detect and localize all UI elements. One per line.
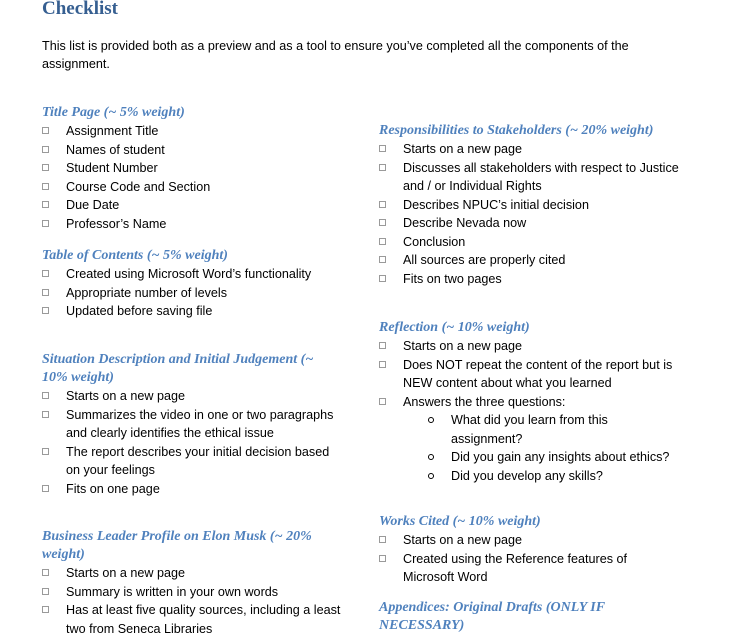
- section-heading: Title Page (~ 5% weight): [42, 105, 185, 120]
- checkbox-icon[interactable]: [42, 220, 49, 227]
- checkbox-icon[interactable]: [42, 127, 49, 134]
- checkbox-icon[interactable]: [42, 606, 49, 613]
- checkbox-icon[interactable]: [379, 536, 386, 543]
- section-heading: Table of Contents (~ 5% weight): [42, 248, 228, 263]
- section-reflection: [379, 319, 679, 485]
- checklist-item: Appropriate number of levels: [42, 284, 342, 303]
- checklist-item: Created using Microsoft Word’s functionality: [42, 265, 342, 284]
- checkbox-icon[interactable]: [42, 448, 49, 455]
- checkbox-icon[interactable]: [379, 256, 386, 263]
- checklist-item: Assignment Title: [42, 122, 342, 141]
- page-title: Checklist: [42, 0, 118, 19]
- section-heading: Responsibilities to Stakeholders (~ 20% weight): [379, 123, 654, 138]
- checkbox-icon[interactable]: [42, 392, 49, 399]
- checklist-item: Due Date: [42, 196, 342, 215]
- checkbox-icon[interactable]: [379, 398, 386, 405]
- checklist-item: Starts on a new page: [379, 337, 679, 356]
- section-heading: Situation Description and Initial Judgement (~ 10% weight): [42, 352, 314, 385]
- checklist-item: Describes NPUC’s initial decision: [379, 196, 679, 215]
- checkbox-icon[interactable]: [379, 555, 386, 562]
- section-table-of-contents: [42, 247, 342, 321]
- checkbox-icon[interactable]: [379, 275, 386, 282]
- circle-bullet-icon: [428, 473, 434, 479]
- checklist-item: Starts on a new page: [42, 564, 342, 583]
- section-responsibilities: [379, 122, 679, 288]
- checklist-item: Does NOT repeat the content of the report but is NEW content about what you learned: [379, 356, 679, 393]
- checklist-item: Starts on a new page: [379, 531, 679, 550]
- checkbox-icon[interactable]: [42, 569, 49, 576]
- checklist-item: Professor’s Name: [42, 215, 342, 234]
- section-heading: Works Cited (~ 10% weight): [379, 514, 541, 529]
- checklist-item: Conclusion: [379, 233, 679, 252]
- checklist-item: Created using the Reference features of Microsoft Word: [379, 550, 679, 587]
- checklist-item: Starts on a new page: [379, 140, 679, 159]
- checkbox-icon[interactable]: [379, 164, 386, 171]
- checklist-item: Fits on one page: [42, 480, 342, 499]
- circle-bullet-icon: [428, 417, 434, 423]
- checklist-item: Names of student: [42, 141, 342, 160]
- checklist-item: Discusses all stakeholders with respect to Justice and / or Individual Rights: [379, 159, 679, 196]
- checklist-item: The report describes your initial decision based on your feelings: [42, 443, 342, 480]
- checkbox-icon[interactable]: [42, 289, 49, 296]
- section-heading: Reflection (~ 10% weight): [379, 320, 530, 335]
- checklist-item: Summary is written in your own words: [42, 583, 342, 602]
- checkbox-icon[interactable]: [379, 219, 386, 226]
- section-situation-description: [42, 351, 342, 498]
- checkbox-icon[interactable]: [42, 485, 49, 492]
- checklist-item: Describe Nevada now: [379, 214, 679, 233]
- checklist-item: Fits on two pages: [379, 270, 679, 289]
- section-heading: Business Leader Profile on Elon Musk (~ 20% weight): [42, 529, 312, 562]
- checkbox-icon[interactable]: [42, 146, 49, 153]
- checklist-item: All sources are properly cited: [379, 251, 679, 270]
- checklist-item: Has at least five quality sources, including a least two from Seneca Libraries: [42, 601, 342, 638]
- circle-bullet-icon: [428, 454, 434, 460]
- sub-question-item: Did you gain any insights about ethics?: [379, 448, 679, 467]
- checkbox-icon[interactable]: [42, 307, 49, 314]
- checkbox-icon[interactable]: [379, 201, 386, 208]
- checklist-item: Course Code and Section: [42, 178, 342, 197]
- checklist-item: Student Number: [42, 159, 342, 178]
- checkbox-icon[interactable]: [42, 201, 49, 208]
- checklist-item: Summarizes the video in one or two paragraphs and clearly identifies the ethical issue: [42, 406, 342, 443]
- checkbox-icon[interactable]: [42, 183, 49, 190]
- checkbox-icon[interactable]: [379, 145, 386, 152]
- checkbox-icon[interactable]: [42, 411, 49, 418]
- checkbox-icon[interactable]: [42, 270, 49, 277]
- checkbox-icon[interactable]: [42, 164, 49, 171]
- checkbox-icon[interactable]: [379, 238, 386, 245]
- checklist-item: Answers the three questions:: [379, 393, 679, 412]
- checkbox-icon[interactable]: [379, 342, 386, 349]
- sub-question-item: What did you learn from this assignment?: [379, 411, 679, 448]
- section-heading: Appendices: Original Drafts (ONLY IF NECESSARY): [379, 600, 605, 633]
- checklist-item: Starts on a new page: [42, 387, 342, 406]
- checkbox-icon[interactable]: [42, 588, 49, 595]
- section-title-page: [42, 104, 342, 233]
- section-works-cited: [379, 513, 679, 587]
- checkbox-icon[interactable]: [379, 361, 386, 368]
- sub-question-item: Did you develop any skills?: [379, 467, 679, 486]
- checklist-item: Updated before saving file: [42, 302, 342, 321]
- section-business-leader-profile: [42, 528, 342, 638]
- intro-paragraph: This list is provided both as a preview and as a tool to ensure you’ve completed all the components of the assignment.: [42, 39, 629, 71]
